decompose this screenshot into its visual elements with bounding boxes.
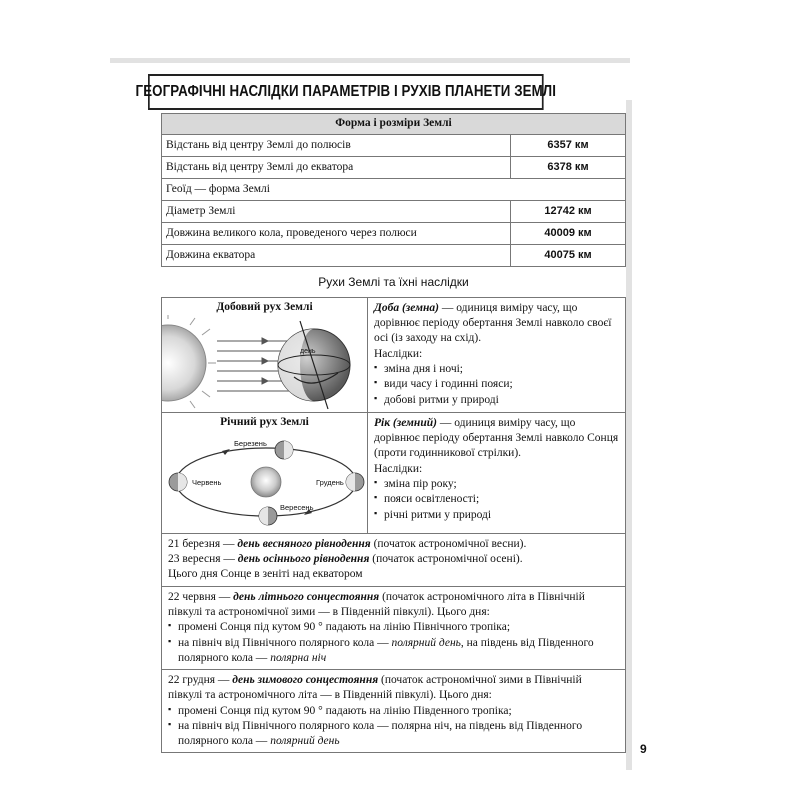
list-item: ▪ на північ від Північного полярного кола — полярний день, на південь від Південного полярного кола — полярна ніч xyxy=(168,636,619,667)
table-row: Відстань від центру Землі до полюсів 6357 км xyxy=(162,135,626,157)
day-label: день xyxy=(300,348,316,355)
daily-image-title: Добовий рух Землі xyxy=(216,300,313,313)
page-number: 9 xyxy=(640,742,647,756)
table-row: Відстань від центру Землі до екватора 6378 км xyxy=(162,157,626,179)
equinox-box: 21 березня — день весняного рівнодення (початок астрономічної весни). 23 вересня — день осіннього рівнодення (початок астрономічної осені). Цього дня Сонце в зеніті над екватором xyxy=(162,534,625,587)
annual-description: Рік (земний) — одиниця виміру часу, що дорівнює періоду обертання Землі навколо Сонця (проти годинникової стрілки). Наслідки: ▪ зміна пір року; ▪ пояси освітленості; ▪ річні ритми у природі xyxy=(368,413,625,533)
december-label: Грудень xyxy=(316,478,344,487)
earth-orbit-diagram xyxy=(162,430,367,532)
list-item: ▪ промені Сонця під кутом 90 ° падають на лінію Південного тропіка; xyxy=(168,704,619,719)
annual-image-title: Річний рух Землі xyxy=(220,415,309,428)
list-item: ▪ промені Сонця під кутом 90 ° падають на лінію Північного тропіка; xyxy=(168,620,619,635)
earth-december-icon xyxy=(346,473,364,491)
table-row: Геоїд — форма Землі xyxy=(162,179,626,201)
earth-size-table xyxy=(161,113,626,267)
earth-march-icon xyxy=(275,441,293,459)
september-label: Вересень xyxy=(280,503,314,512)
earth-september-icon xyxy=(259,507,277,525)
sun-icon xyxy=(251,467,281,497)
right-decor-line xyxy=(626,100,632,770)
movements-heading: Рухи Землі та їхні наслідки xyxy=(318,275,469,289)
earth-rotation-diagram xyxy=(162,315,367,411)
daily-rotation-illustration xyxy=(162,298,368,412)
earth-june-icon xyxy=(169,473,187,491)
table-row: Діаметр Землі 12742 км xyxy=(162,201,626,223)
orbit-arrow-icon xyxy=(222,449,230,455)
winter-solstice-box: 22 грудня — день зимового сонцестояння (початок астрономічної зими в Північній півкулі та астрономічного літа — в Південній півкулі). Цього дня: ▪ промені Сонця під кутом 90 ° падають на лінію Південного тропіка; ▪ на північ від Північного полярного кола — полярна ніч, на південь від Південного полярного кола — полярний день xyxy=(162,670,625,752)
page-title: ГЕОГРАФІЧНІ НАСЛІДКИ ПАРАМЕТРІВ І РУХІВ ПЛАНЕТИ ЗЕМЛІ xyxy=(148,74,544,110)
list-item: ▪ види часу і годинні пояси; xyxy=(374,377,619,392)
list-item: ▪ зміна пір року; xyxy=(374,477,619,492)
top-decor-line xyxy=(110,58,630,63)
list-item: ▪ зміна дня і ночі; xyxy=(374,362,619,377)
annual-revolution-row xyxy=(162,413,625,534)
table-header: Форма і розміри Землі xyxy=(162,114,626,135)
list-item: ▪ добові ритми у природі xyxy=(374,393,619,408)
table-row: Довжина великого кола, проведеного через полюси 40009 км xyxy=(162,223,626,245)
movements-grid xyxy=(161,297,626,754)
earth-globe-icon xyxy=(278,321,350,409)
sun-icon xyxy=(162,315,216,408)
summer-solstice-box: 22 червня — день літнього сонцестояння (початок астрономічного літа в Північній півкулі та астрономічної зими — в Південній півкулі). Цього дня: ▪ промені Сонця під кутом 90 ° падають на лінію Північного тропіка; ▪ на північ від Північного полярного кола — полярний день, на південь від Південного полярного кола — полярна ніч xyxy=(162,587,625,670)
june-label: Червень xyxy=(192,478,222,487)
list-item: ▪ річні ритми у природі xyxy=(374,508,619,523)
annual-revolution-illustration xyxy=(162,413,368,533)
list-item: ▪ пояси освітленості; xyxy=(374,492,619,507)
daily-description: Доба (земна) — одиниця виміру часу, що дорівнює періоду обертання Землі навколо своєї осі (із заходу на схід). Наслідки: ▪ зміна дня і ночі; ▪ види часу і годинні пояси; ▪ добові ритми у природі xyxy=(368,298,625,412)
march-label: Березень xyxy=(234,439,267,448)
list-item: ▪ на північ від Північного полярного кола — полярна ніч, на південь від Південного полярного кола — полярний день xyxy=(168,719,619,750)
page-content xyxy=(161,113,626,753)
daily-rotation-row xyxy=(162,298,625,413)
table-row: Довжина екватора 40075 км xyxy=(162,245,626,267)
